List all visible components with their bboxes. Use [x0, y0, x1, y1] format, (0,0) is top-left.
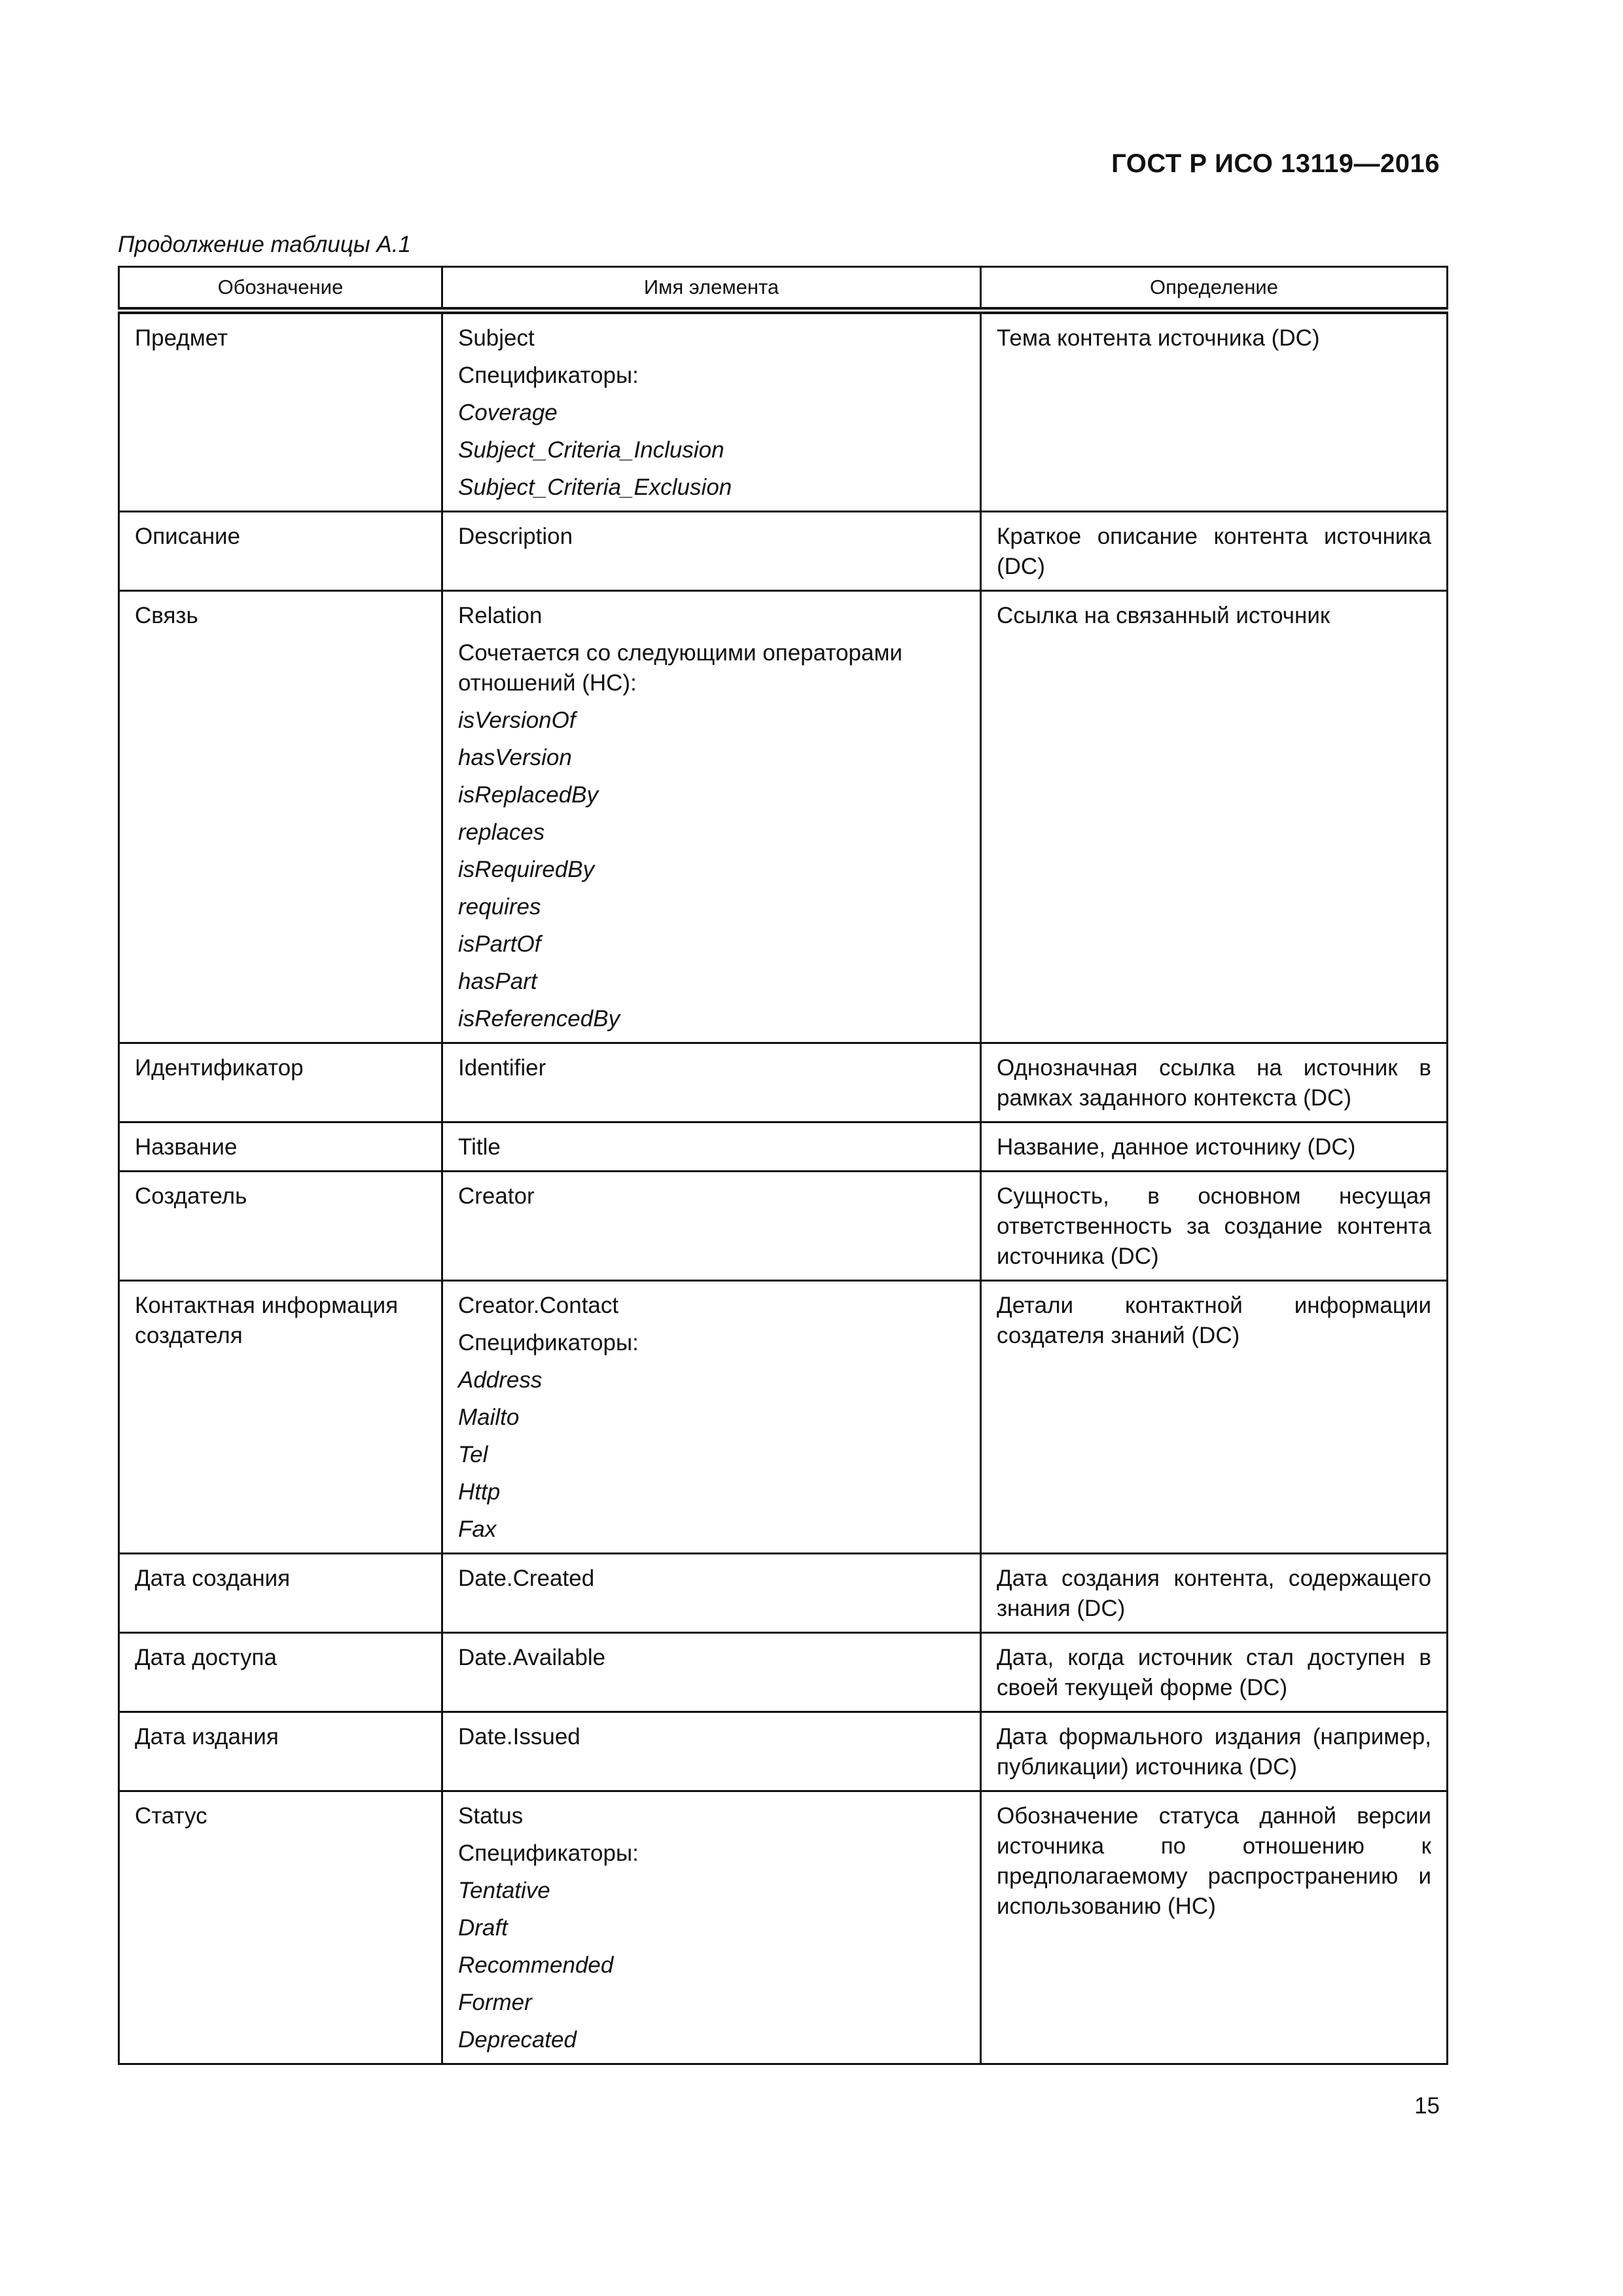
qualifier-item: Coverage: [458, 400, 558, 425]
cell-definition: Тема контента источника (DC): [981, 311, 1448, 512]
element-name-line: Relation: [458, 603, 543, 628]
element-name-line: Date.Available: [458, 1645, 606, 1670]
qualifier-item: isRequiredBy: [458, 857, 595, 882]
cell-element-name: [442, 311, 981, 512]
cell-designation: Дата создания: [119, 1554, 442, 1633]
column-header-element-name: Имя элемента: [442, 267, 981, 311]
cell-designation: Связь: [119, 591, 442, 1043]
cell-element-name: [442, 1791, 981, 2064]
qualifier-item: Address: [458, 1367, 543, 1393]
elements-table: [118, 266, 1448, 2065]
element-name-line: Date.Issued: [458, 1724, 580, 1749]
qualifier-item: Draft: [458, 1915, 508, 1941]
qualifier-item: Tel: [458, 1442, 488, 1467]
cell-designation: Предмет: [119, 311, 442, 512]
qualifier-item: isPartOf: [458, 931, 541, 957]
table-row: [119, 311, 1448, 512]
qualifier-item: Deprecated: [458, 2027, 577, 2053]
element-name-line: Спецификаторы:: [458, 363, 639, 388]
table-row: [119, 1043, 1448, 1122]
table-row: [119, 1633, 1448, 1712]
cell-designation: Дата издания: [119, 1712, 442, 1791]
qualifier-item: hasPart: [458, 969, 537, 994]
table-row: [119, 1281, 1448, 1554]
element-name-line: Date.Created: [458, 1566, 595, 1591]
cell-definition: Краткое описание контента источника (DC): [981, 512, 1448, 591]
element-name-line: Сочетается со следующими операторами отношений (НС):: [458, 640, 902, 696]
cell-definition: Ссылка на связанный источник: [981, 591, 1448, 1043]
table-row: [119, 1554, 1448, 1633]
cell-designation: Статус: [119, 1791, 442, 2064]
cell-element-name: [442, 1554, 981, 1633]
cell-definition: Однозначная ссылка на источник в рамках заданного контекста (DC): [981, 1043, 1448, 1122]
cell-definition: Сущность, в основном несущая ответственность за создание контента источника (DC): [981, 1172, 1448, 1281]
qualifier-item: Tentative: [458, 1878, 550, 1903]
column-header-definition: Определение: [981, 267, 1448, 311]
qualifier-item: requires: [458, 894, 541, 920]
element-name-line: Спецификаторы:: [458, 1840, 639, 1866]
cell-definition: Название, данное источнику (DC): [981, 1122, 1448, 1172]
document-header: ГОСТ Р ИСО 13119—2016: [1111, 149, 1440, 178]
page-number: 15: [1414, 2093, 1440, 2119]
element-name-line: Title: [458, 1134, 501, 1160]
qualifier-item: Subject_Criteria_Inclusion: [458, 437, 724, 463]
element-name-line: Спецификаторы:: [458, 1330, 639, 1355]
table-row: [119, 1122, 1448, 1172]
table-row: [119, 591, 1448, 1043]
table-header: [119, 267, 1448, 311]
cell-designation: Идентификатор: [119, 1043, 442, 1122]
cell-definition: Дата, когда источник стал доступен в своей текущей форме (DC): [981, 1633, 1448, 1712]
qualifier-item: hasVersion: [458, 745, 572, 770]
element-name-line: Description: [458, 524, 573, 549]
cell-designation: Описание: [119, 512, 442, 591]
element-name-line: Status: [458, 1803, 524, 1829]
qualifier-item: Mailto: [458, 1405, 520, 1430]
cell-designation: Создатель: [119, 1172, 442, 1281]
cell-element-name: [442, 1172, 981, 1281]
table-row: [119, 1172, 1448, 1281]
table-row: [119, 1712, 1448, 1791]
cell-definition: Дата формального издания (например, публикации) источника (DC): [981, 1712, 1448, 1791]
cell-element-name: [442, 1043, 981, 1122]
table-row: [119, 512, 1448, 591]
cell-designation: Дата доступа: [119, 1633, 442, 1712]
cell-definition: Обозначение статуса данной версии источника по отношению к предполагаемому распространению и использованию (НС): [981, 1791, 1448, 2064]
table-body: [119, 311, 1448, 2064]
element-name-line: Identifier: [458, 1055, 546, 1081]
cell-definition: Дата создания контента, содержащего знания (DC): [981, 1554, 1448, 1633]
cell-designation: Контактная информация создателя: [119, 1281, 442, 1554]
cell-element-name: [442, 512, 981, 591]
element-name-line: Subject: [458, 325, 535, 351]
table-caption: Продолжение таблицы А.1: [118, 232, 411, 257]
table-row: [119, 1791, 1448, 2064]
qualifier-item: Subject_Criteria_Exclusion: [458, 475, 732, 500]
qualifier-item: Http: [458, 1479, 501, 1505]
qualifier-item: isVersionOf: [458, 708, 576, 733]
element-name-line: Creator: [458, 1183, 535, 1209]
qualifier-item: isReferencedBy: [458, 1006, 620, 1031]
qualifier-item: Former: [458, 1990, 532, 2015]
qualifier-item: isReplacedBy: [458, 782, 598, 808]
cell-element-name: [442, 1633, 981, 1712]
cell-element-name: [442, 1122, 981, 1172]
column-header-designation: Обозначение: [119, 267, 442, 311]
qualifier-item: replaces: [458, 819, 545, 845]
header-row: [119, 267, 1448, 311]
cell-element-name: [442, 1712, 981, 1791]
qualifier-item: Fax: [458, 1516, 497, 1542]
cell-element-name: [442, 1281, 981, 1554]
cell-designation: Название: [119, 1122, 442, 1172]
cell-element-name: [442, 591, 981, 1043]
cell-definition: Детали контактной информации создателя знаний (DC): [981, 1281, 1448, 1554]
element-name-line: Creator.Contact: [458, 1293, 619, 1318]
qualifier-item: Recommended: [458, 1952, 614, 1978]
